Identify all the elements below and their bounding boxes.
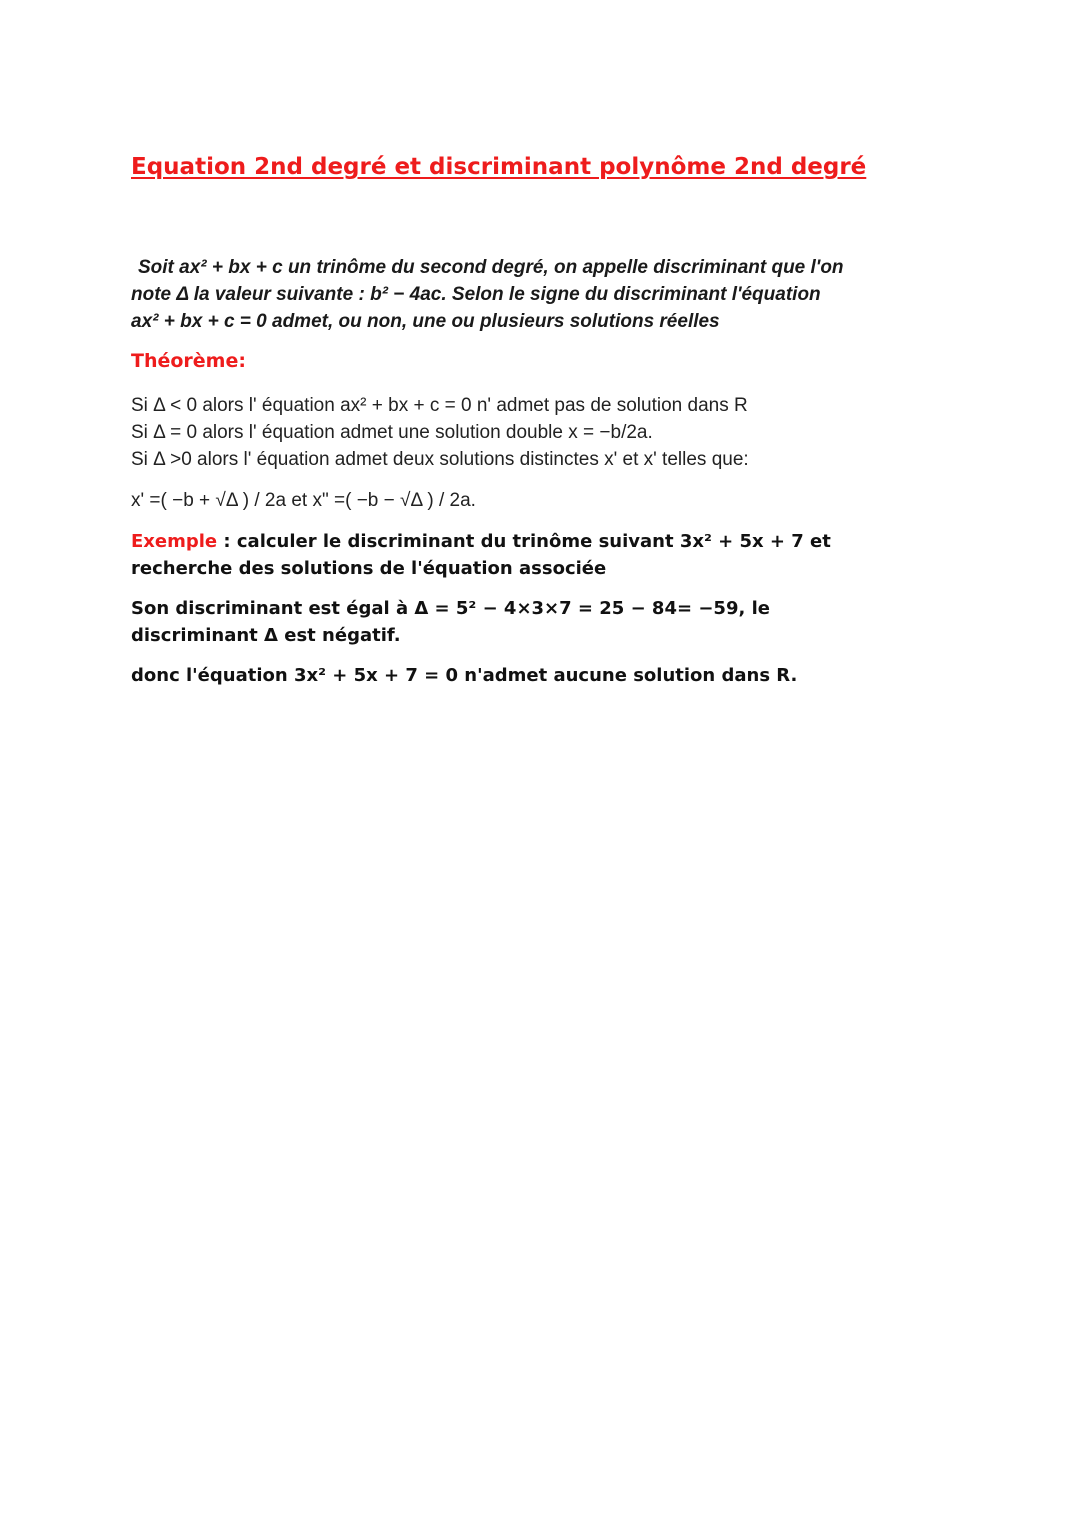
example-conclusion bbox=[131, 662, 797, 689]
theorem-heading: Théorème: bbox=[131, 350, 246, 372]
intro-paragraph bbox=[131, 254, 971, 335]
theorem-case: Si Δ = 0 alors l' équation admet une solution double x = −b/2a. bbox=[131, 422, 653, 443]
theorem-case: Si Δ >0 alors l' équation admet deux solutions distinctes x' et x' telles que: bbox=[131, 449, 749, 470]
example-statement-text: : calculer le discriminant du trinôme suivant 3x² + 5x + 7 et bbox=[217, 531, 831, 552]
example-statement bbox=[131, 528, 831, 582]
example-discriminant bbox=[131, 595, 770, 649]
discriminant-line: Son discriminant est égal à Δ = 5² − 4×3×7 = 25 − 84= −59, le bbox=[131, 598, 770, 619]
example-label: Exemple bbox=[131, 531, 218, 552]
solutions-formula: x' =( −b + √Δ ) / 2a et x" =( −b − √Δ ) / 2a. bbox=[131, 490, 476, 511]
example-statement-line bbox=[131, 528, 831, 555]
theorem-cases bbox=[131, 392, 749, 473]
intro-line: Soit ax² + bx + c un trinôme du second degré, on appelle discriminant que l'on bbox=[138, 257, 844, 278]
intro-line: note Δ la valeur suivante : b² − 4ac. Selon le signe du discriminant l'équation bbox=[131, 284, 821, 305]
theorem-case: Si Δ < 0 alors l' équation ax² + bx + c = 0 n' admet pas de solution dans R bbox=[131, 395, 748, 416]
page-title: Equation 2nd degré et discriminant polynôme 2nd degré bbox=[131, 154, 867, 180]
conclusion-line: donc l'équation 3x² + 5x + 7 = 0 n'admet aucune solution dans R. bbox=[131, 665, 798, 686]
intro-line: ax² + bx + c = 0 admet, ou non, une ou plusieurs solutions réelles bbox=[131, 311, 720, 332]
example-statement-line: recherche des solutions de l'équation associée bbox=[131, 558, 607, 579]
discriminant-line: discriminant Δ est négatif. bbox=[131, 625, 401, 646]
